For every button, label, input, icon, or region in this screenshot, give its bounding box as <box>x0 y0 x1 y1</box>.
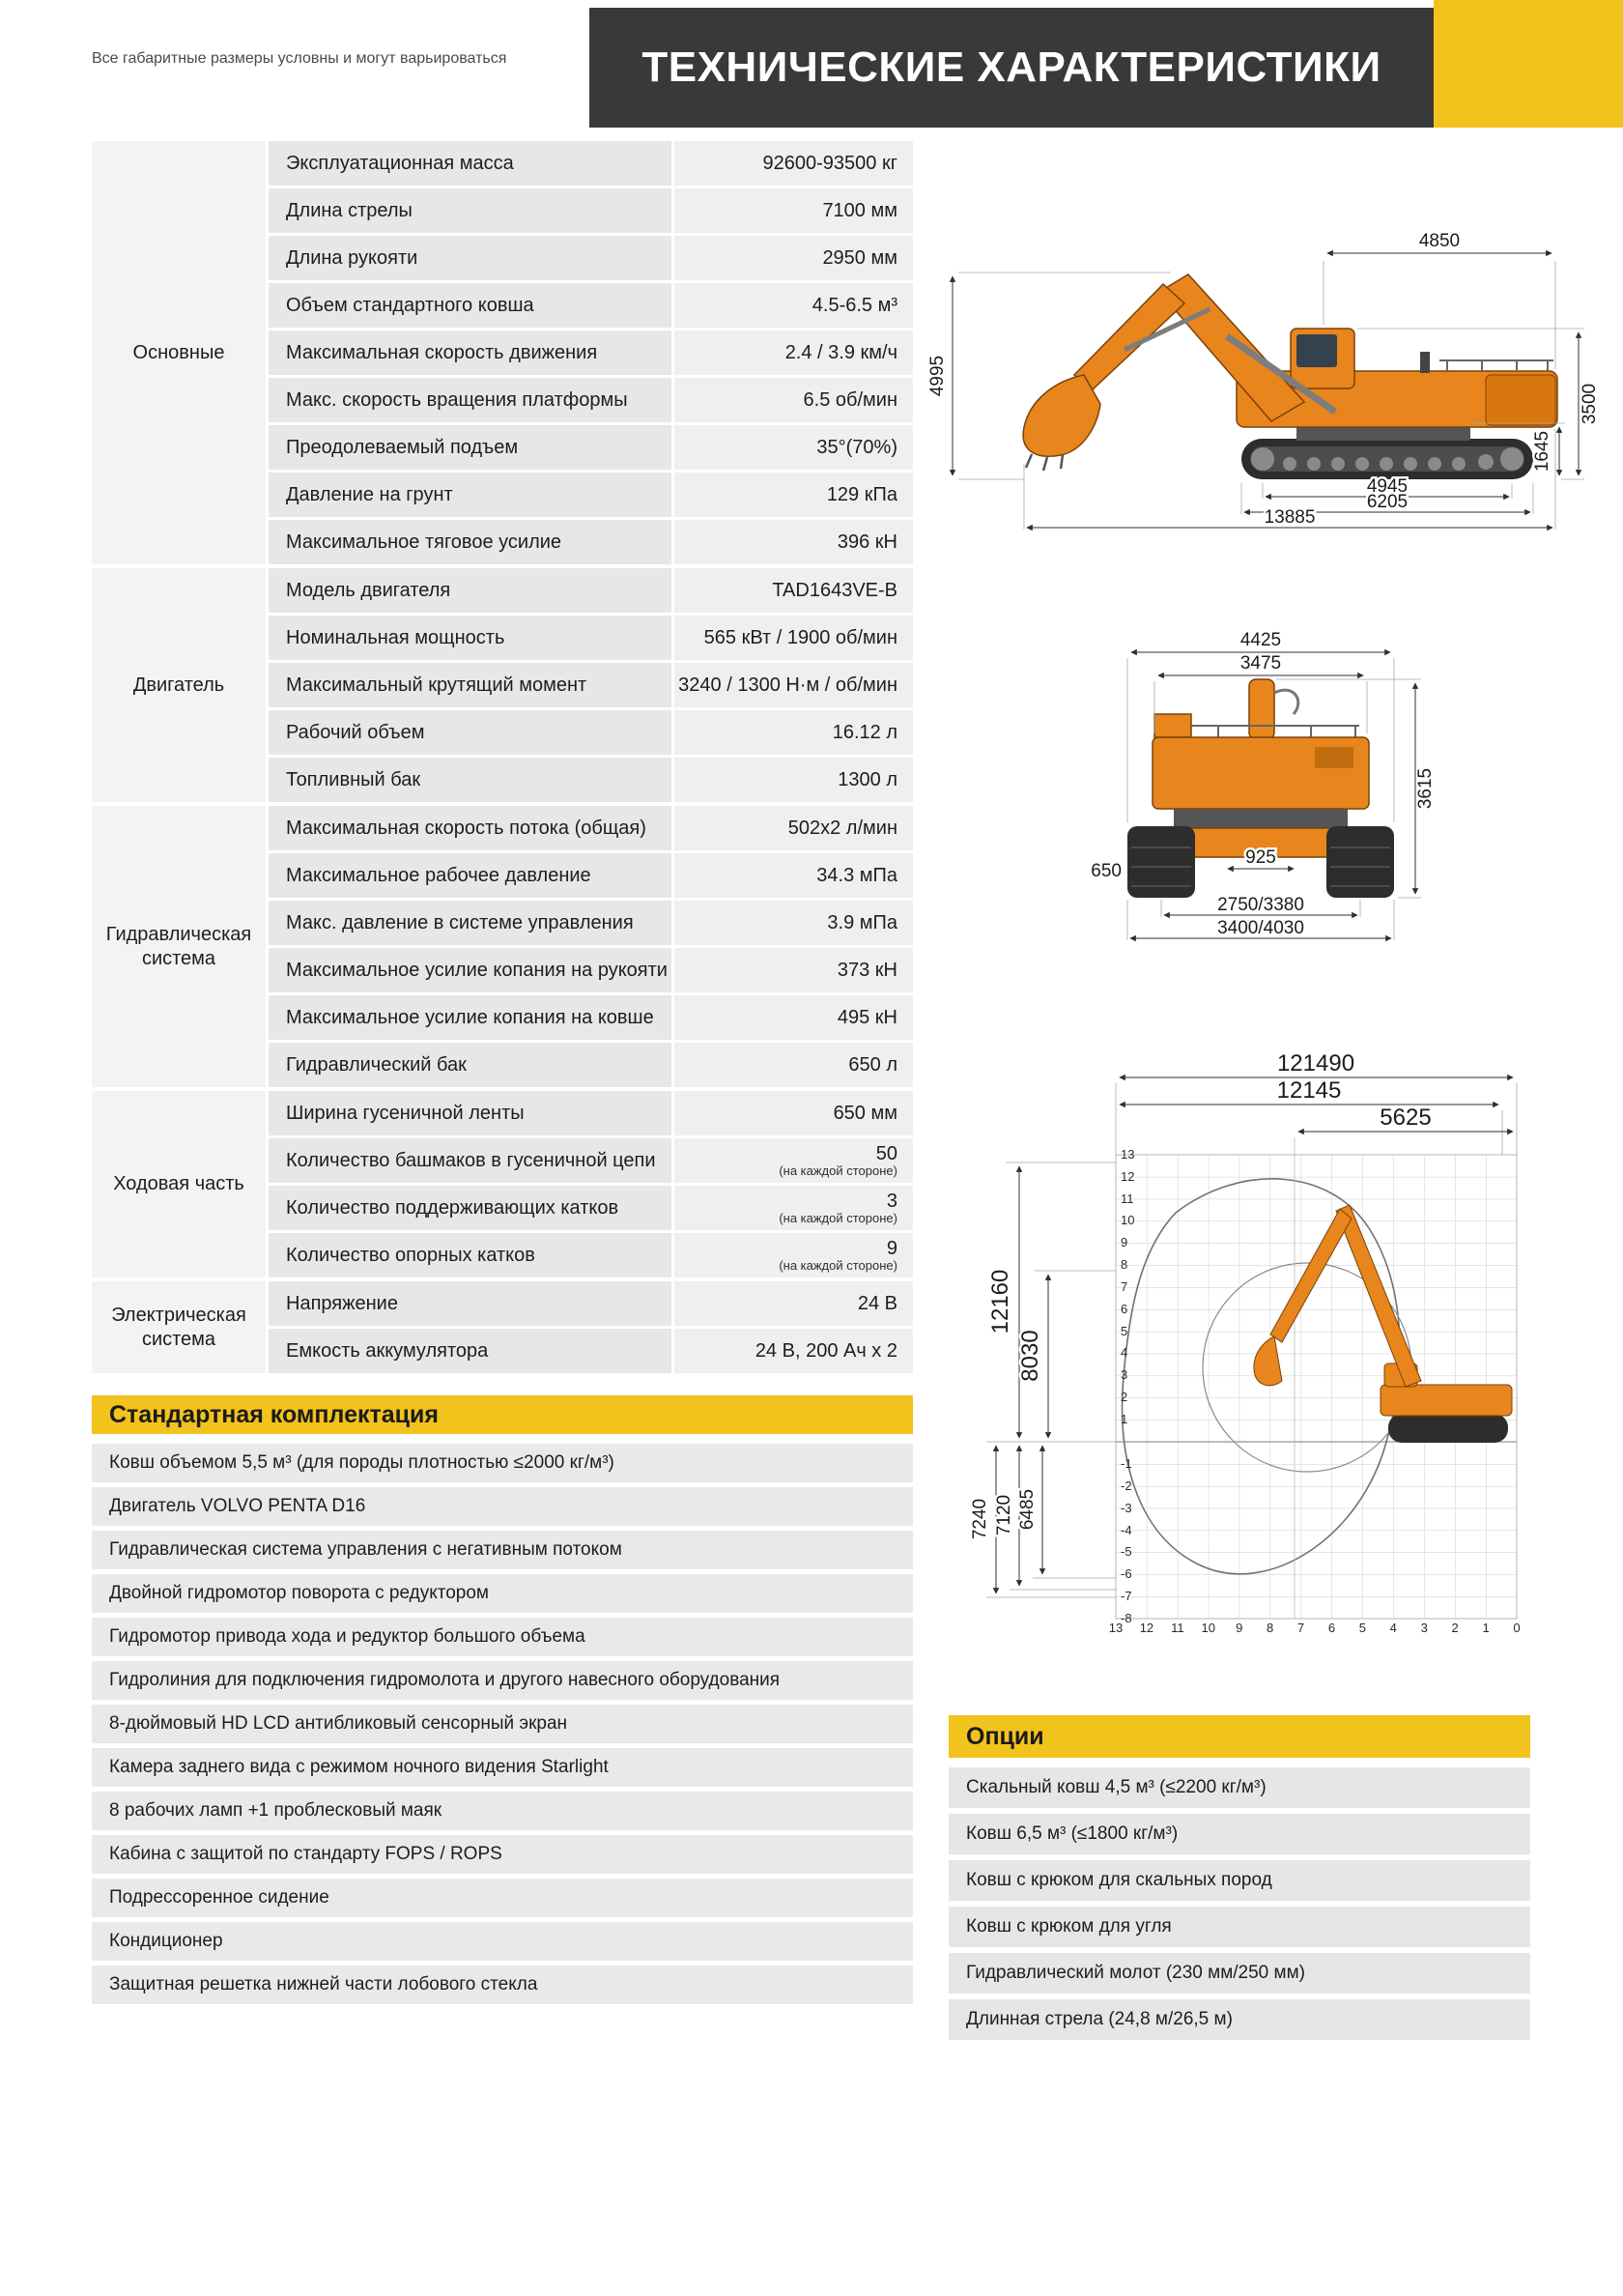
dim-label: 7120 <box>994 1494 1014 1536</box>
spec-label: Объем стандартного ковша <box>269 283 671 328</box>
axis-tick-label: 2 <box>1121 1390 1128 1405</box>
axis-tick-label: 11 <box>1121 1191 1134 1206</box>
spec-value-main: 565 кВт / 1900 об/мин <box>703 626 897 648</box>
spec-value-main: 373 кН <box>837 959 897 981</box>
spec-value <box>674 1186 913 1230</box>
spec-row <box>269 853 913 898</box>
side-view-diagram <box>918 220 1604 531</box>
list-item: Кондиционер <box>92 1922 913 1961</box>
spec-row <box>269 901 913 945</box>
spec-row <box>269 188 913 233</box>
spec-label: Максимальное рабочее давление <box>269 853 671 898</box>
spec-group-name: Основные <box>92 141 266 564</box>
spec-group-name: Электрическая система <box>92 1281 266 1373</box>
axis-tick-label: 10 <box>1121 1213 1135 1228</box>
list-item: Ковш с крюком для скальных пород <box>949 1860 1530 1901</box>
axis-tick-label: 6 <box>1121 1301 1128 1316</box>
axis-tick-label: -4 <box>1121 1522 1132 1537</box>
spec-value <box>674 188 913 233</box>
list-item: Кабина с защитой по стандарту FOPS / ROPS <box>92 1835 913 1874</box>
range-x-axis <box>1102 1621 1530 1635</box>
spec-label: Длина стрелы <box>269 188 671 233</box>
axis-tick-label: 12 <box>1139 1621 1154 1635</box>
spec-value-main: 9 <box>886 1237 897 1259</box>
list-item: Подрессоренное сидение <box>92 1879 913 1917</box>
spec-row <box>269 425 913 470</box>
options-list <box>949 1767 1530 2046</box>
spec-row <box>269 520 913 564</box>
spec-value <box>674 758 913 802</box>
spec-row <box>269 1186 913 1230</box>
axis-tick-label: -2 <box>1121 1478 1132 1493</box>
spec-group-hydraulics <box>92 806 913 1087</box>
spec-label: Количество башмаков в гусеничной цепи <box>269 1138 671 1183</box>
spec-label: Ширина гусеничной ленты <box>269 1091 671 1135</box>
spec-label: Напряжение <box>269 1281 671 1326</box>
spec-value-main: 6.5 об/мин <box>803 388 897 411</box>
axis-tick-label: 11 <box>1171 1621 1184 1635</box>
axis-tick-label: 0 <box>1513 1621 1521 1635</box>
spec-value-note: (на каждой стороне) <box>779 1257 897 1273</box>
spec-value-main: 3240 / 1300 Н·м / об/мин <box>678 674 897 696</box>
axis-tick-label: -6 <box>1121 1566 1132 1582</box>
axis-tick-label: -7 <box>1121 1589 1132 1604</box>
standard-equipment-header: Стандартная комплектация <box>92 1395 913 1434</box>
spec-row <box>269 1281 913 1326</box>
axis-tick-label: 4 <box>1121 1345 1128 1361</box>
spec-label: Макс. давление в системе управления <box>269 901 671 945</box>
spec-value-main: 35°(70%) <box>816 436 897 458</box>
spec-value-main: 2950 мм <box>822 246 897 269</box>
spec-value <box>674 141 913 186</box>
spec-label: Количество поддерживающих катков <box>269 1186 671 1230</box>
spec-value <box>674 1138 913 1183</box>
dim-label: 12160 <box>987 1269 1013 1335</box>
spec-value-main: 650 л <box>848 1053 897 1076</box>
dim-label: 3475 <box>1239 653 1282 674</box>
list-item: 8-дюймовый HD LCD антибликовый сенсорный экран <box>92 1705 913 1743</box>
dim-label: 4425 <box>1239 630 1282 650</box>
spec-row <box>269 1043 913 1087</box>
spec-label: Топливный бак <box>269 758 671 802</box>
axis-tick-label: 9 <box>1121 1235 1128 1250</box>
spec-value <box>674 616 913 660</box>
dim-label: 6205 <box>1366 492 1409 512</box>
dim-label: 121490 <box>1276 1050 1355 1076</box>
spec-label: Максимальное усилие копания на ковше <box>269 995 671 1040</box>
spec-value <box>674 901 913 945</box>
axis-tick-label: 5 <box>1358 1621 1366 1635</box>
axis-tick-label: -5 <box>1121 1544 1132 1560</box>
spec-value <box>674 995 913 1040</box>
spec-group-main <box>92 141 913 564</box>
spec-value-main: 650 мм <box>833 1102 897 1124</box>
working-range-diagram <box>952 1048 1546 1657</box>
spec-label: Максимальная скорость потока (общая) <box>269 806 671 850</box>
spec-value <box>674 806 913 850</box>
axis-tick-label: 10 <box>1201 1621 1215 1635</box>
spec-row <box>269 616 913 660</box>
spec-value-main: 16.12 л <box>832 721 897 743</box>
axis-tick-label: 12 <box>1121 1168 1135 1184</box>
dim-label: 1645 <box>1532 430 1552 473</box>
spec-value-main: TAD1643VE-B <box>772 579 897 601</box>
axis-tick-label: 5 <box>1121 1323 1128 1338</box>
spec-row <box>269 758 913 802</box>
spec-value-main: 1300 л <box>838 768 897 790</box>
axis-tick-label: 9 <box>1236 1621 1243 1635</box>
excavator-side-illustration <box>1023 274 1557 479</box>
spec-value-main: 4.5-6.5 м³ <box>812 294 897 316</box>
spec-label: Количество опорных катков <box>269 1233 671 1277</box>
spec-value <box>674 425 913 470</box>
axis-tick-label: 7 <box>1121 1278 1128 1294</box>
spec-value <box>674 473 913 517</box>
spec-row <box>269 236 913 280</box>
spec-row <box>269 1233 913 1277</box>
disclaimer-text: Все габаритные размеры условны и могут варьироваться <box>92 50 507 67</box>
axis-tick-label: 3 <box>1121 1367 1128 1383</box>
axis-tick-label: 4 <box>1389 1621 1397 1635</box>
spec-label: Макс. скорость вращения платформы <box>269 378 671 422</box>
spec-value-note: (на каждой стороне) <box>779 1210 897 1225</box>
spec-label: Модель двигателя <box>269 568 671 613</box>
spec-row <box>269 710 913 755</box>
dim-label: 3400/4030 <box>1217 918 1304 938</box>
spec-value <box>674 1329 913 1373</box>
spec-row <box>269 663 913 707</box>
title-bar <box>589 8 1434 128</box>
spec-row <box>269 283 913 328</box>
spec-group-electrical <box>92 1281 913 1373</box>
spec-row <box>269 1138 913 1183</box>
axis-tick-label: 8 <box>1121 1257 1128 1273</box>
spec-label: Максимальное усилие копания на рукояти <box>269 948 671 992</box>
spec-value-note: (на каждой стороне) <box>779 1162 897 1178</box>
standard-equipment-list <box>92 1444 913 2009</box>
spec-value <box>674 568 913 613</box>
spec-value <box>674 1043 913 1087</box>
spec-group-name: Гидравлическая система <box>92 806 266 1087</box>
spec-value <box>674 236 913 280</box>
spec-label: Максимальная скорость движения <box>269 330 671 375</box>
spec-label: Максимальное тяговое усилие <box>269 520 671 564</box>
spec-value <box>674 1091 913 1135</box>
dim-label: 13885 <box>1264 507 1316 528</box>
spec-value <box>674 948 913 992</box>
dim-label: 7240 <box>970 1498 990 1540</box>
spec-content <box>92 141 913 2009</box>
axis-tick-label: -1 <box>1121 1456 1132 1471</box>
spec-value-main: 24 В <box>857 1292 897 1314</box>
spec-value-main: 50 <box>875 1142 897 1164</box>
dim-label: 650 <box>1091 861 1122 881</box>
spec-label: Длина рукояти <box>269 236 671 280</box>
spec-row <box>269 473 913 517</box>
dim-label: 6485 <box>1017 1488 1038 1531</box>
axis-tick-label: -3 <box>1121 1500 1132 1515</box>
spec-value <box>674 378 913 422</box>
spec-row <box>269 948 913 992</box>
spec-value <box>674 520 913 564</box>
list-item: Ковш объемом 5,5 м³ (для породы плотностью ≤2000 кг/м³) <box>92 1444 913 1482</box>
axis-tick-label: 6 <box>1327 1621 1336 1635</box>
options-section <box>949 1715 1530 2046</box>
spec-group-rows <box>269 1281 913 1373</box>
list-item: Гидролиния для подключения гидромолота и другого навесного оборудования <box>92 1661 913 1700</box>
dim-label: 4995 <box>927 355 948 397</box>
spec-row <box>269 995 913 1040</box>
axis-tick-label: 2 <box>1451 1621 1459 1635</box>
spec-row <box>269 806 913 850</box>
accent-yellow-block <box>1434 0 1623 128</box>
axis-tick-label: 7 <box>1296 1621 1305 1635</box>
dim-label: 925 <box>1245 847 1276 868</box>
spec-group-engine <box>92 568 913 802</box>
rear-view-diagram <box>1077 623 1444 990</box>
standard-equipment-section <box>92 1395 913 2009</box>
spec-group-name: Двигатель <box>92 568 266 802</box>
spec-row <box>269 568 913 613</box>
page-title: ТЕХНИЧЕСКИЕ ХАРАКТЕРИСТИКИ <box>641 43 1381 91</box>
spec-value <box>674 1233 913 1277</box>
spec-group-rows <box>269 568 913 802</box>
axis-tick-label: -8 <box>1121 1610 1132 1625</box>
spec-label: Рабочий объем <box>269 710 671 755</box>
spec-value-main: 3 <box>886 1190 897 1212</box>
list-item: Длинная стрела (24,8 м/26,5 м) <box>949 1999 1530 2040</box>
dim-label: 2750/3380 <box>1217 895 1304 915</box>
axis-tick-label: 1 <box>1482 1621 1490 1635</box>
spec-group-rows <box>269 806 913 1087</box>
spec-value-main: 34.3 мПа <box>816 864 897 886</box>
spec-group-undercarriage <box>92 1091 913 1277</box>
spec-row <box>269 378 913 422</box>
list-item: Двойной гидромотор поворота с редуктором <box>92 1574 913 1613</box>
spec-value-main: 24 В, 200 Ач х 2 <box>755 1339 897 1362</box>
spec-value-main: 92600-93500 кг <box>762 152 897 174</box>
spec-label: Максимальный крутящий момент <box>269 663 671 707</box>
working-range-plot <box>952 1048 1546 1657</box>
dim-label: 8030 <box>1017 1330 1043 1382</box>
list-item: Гидравлический молот (230 мм/250 мм) <box>949 1953 1530 1994</box>
spec-group-name: Ходовая часть <box>92 1091 266 1277</box>
spec-row <box>269 1091 913 1135</box>
axis-tick-label: 8 <box>1266 1621 1274 1635</box>
range-y-axis-positive <box>1121 1146 1134 1428</box>
range-y-axis-negative <box>1121 1455 1132 1627</box>
axis-tick-label: 1 <box>1121 1411 1128 1426</box>
spec-value-main: 502x2 л/мин <box>787 817 897 839</box>
spec-value-main: 7100 мм <box>822 199 897 221</box>
axis-tick-label: 3 <box>1420 1621 1428 1635</box>
spec-value <box>674 710 913 755</box>
dim-label: 4945 <box>1366 476 1409 497</box>
spec-row <box>269 330 913 375</box>
spec-value-main: 129 кПа <box>826 483 897 505</box>
spec-label: Преодолеваемый подъем <box>269 425 671 470</box>
axis-tick-label: 13 <box>1121 1147 1135 1162</box>
dim-label: 12145 <box>1276 1077 1342 1104</box>
spec-label: Номинальная мощность <box>269 616 671 660</box>
list-item: 8 рабочих ламп +1 проблесковый маяк <box>92 1792 913 1830</box>
spec-group-rows <box>269 141 913 564</box>
dim-label: 3500 <box>1580 383 1600 425</box>
list-item: Ковш с крюком для угля <box>949 1907 1530 1947</box>
spec-value-main: 396 кН <box>837 531 897 553</box>
list-item: Ковш 6,5 м³ (≤1800 кг/м³) <box>949 1814 1530 1854</box>
spec-label: Емкость аккумулятора <box>269 1329 671 1373</box>
spec-value-main: 495 кН <box>837 1006 897 1028</box>
dim-label: 4850 <box>1418 231 1461 251</box>
spec-value-main: 3.9 мПа <box>827 911 897 933</box>
list-item: Защитная решетка нижней части лобового стекла <box>92 1966 913 2004</box>
spec-label: Гидравлический бак <box>269 1043 671 1087</box>
spec-value <box>674 330 913 375</box>
options-header: Опции <box>949 1715 1530 1758</box>
dim-label: 3615 <box>1415 767 1436 810</box>
list-item: Гидравлическая система управления с негативным потоком <box>92 1531 913 1569</box>
spec-value-main: 2.4 / 3.9 км/ч <box>784 341 897 363</box>
spec-table <box>92 141 913 1373</box>
list-item: Камера заднего вида с режимом ночного видения Starlight <box>92 1748 913 1787</box>
spec-value <box>674 283 913 328</box>
list-item: Двигатель VOLVO PENTA D16 <box>92 1487 913 1526</box>
axis-tick-label: 13 <box>1108 1621 1124 1635</box>
spec-label: Эксплуатационная масса <box>269 141 671 186</box>
spec-value <box>674 1281 913 1326</box>
spec-value <box>674 853 913 898</box>
list-item: Гидромотор привода хода и редуктор большого объема <box>92 1618 913 1656</box>
spec-value <box>674 663 913 707</box>
dim-label: 5625 <box>1380 1105 1432 1131</box>
spec-row <box>269 1329 913 1373</box>
spec-row <box>269 141 913 186</box>
spec-label: Давление на грунт <box>269 473 671 517</box>
list-item: Скальный ковш 4,5 м³ (≤2200 кг/м³) <box>949 1767 1530 1808</box>
spec-group-rows <box>269 1091 913 1277</box>
